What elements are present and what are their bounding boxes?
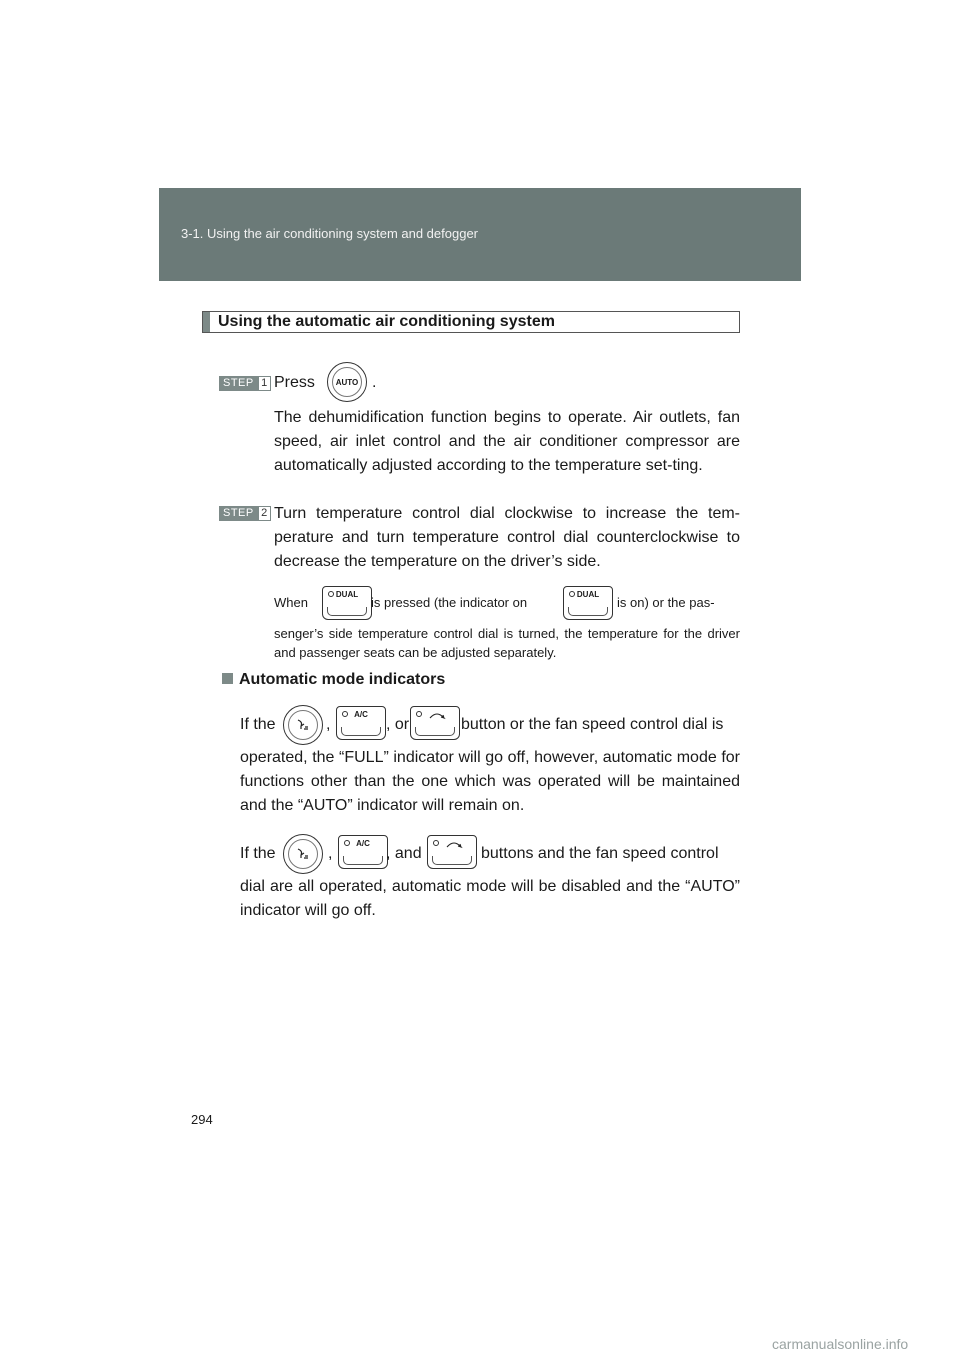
ac-button-icon xyxy=(338,835,388,869)
dual-button-icon xyxy=(322,586,372,620)
auto-p1-end: button or the fan speed control dial is xyxy=(461,716,724,733)
dual-note-end: is on) or the pas- xyxy=(617,595,715,610)
button-ridge xyxy=(568,607,608,616)
breadcrumb: 3-1. Using the air conditioning system and defogger xyxy=(181,226,479,241)
watermark: carmanualsonline.info xyxy=(772,1336,909,1352)
indicator-led-icon xyxy=(416,711,422,717)
dual-note-mid: is pressed (the indicator on xyxy=(371,595,528,610)
auto-p1-comma: , xyxy=(326,716,331,733)
step-number: 2 xyxy=(258,506,271,521)
dual-button-label: DUAL xyxy=(335,590,359,599)
section-title-bar xyxy=(202,311,740,333)
recirculation-button-icon xyxy=(410,706,460,740)
recirculation-button-icon xyxy=(427,835,477,869)
auto-p2-and: , and xyxy=(386,845,422,862)
step-label: STEP xyxy=(219,506,258,521)
airflow-button-face xyxy=(288,839,318,869)
auto-mode-heading xyxy=(222,671,445,689)
recirculation-icon xyxy=(428,710,446,720)
ac-button-icon xyxy=(336,706,386,740)
section-title: Using the automatic air conditioning system xyxy=(218,313,555,330)
button-ridge xyxy=(327,607,367,616)
auto-button-icon xyxy=(327,362,367,402)
airflow-icon xyxy=(295,718,311,732)
step-1-press: Press xyxy=(274,374,315,391)
step-2-badge xyxy=(219,506,271,521)
auto-p2-start: If the xyxy=(240,845,276,862)
ac-button-label: A/C xyxy=(354,710,368,719)
button-ridge xyxy=(432,856,472,865)
button-ridge xyxy=(415,727,455,736)
airflow-button-icon xyxy=(283,705,323,745)
auto-p1-start: If the xyxy=(240,716,276,733)
page-number: 294 xyxy=(191,1112,213,1127)
indicator-led-icon xyxy=(433,840,439,846)
dual-note-rest: senger’s side temperature control dial is turned, the temperature for the driver and passenger seats can be adjusted separately. xyxy=(274,626,740,660)
section-accent xyxy=(203,312,210,332)
recirculation-icon xyxy=(445,839,463,849)
auto-p2-end: buttons and the fan speed control xyxy=(481,845,719,862)
chapter-header xyxy=(159,188,801,281)
ac-button-label: A/C xyxy=(356,839,370,848)
step-1-period: . xyxy=(372,374,377,391)
button-ridge xyxy=(341,727,381,736)
auto-button-label: AUTO xyxy=(332,367,362,397)
auto-p2-comma: , xyxy=(328,845,333,862)
dual-button-icon xyxy=(563,586,613,620)
dual-note-when: When xyxy=(274,595,308,610)
button-ridge xyxy=(343,856,383,865)
auto-p1-rest: operated, the “FULL” indicator will go off, however, automatic mode for functions other than the one which was operated will be maintained and the “AUTO” indicator will remain on. xyxy=(240,749,740,814)
bullet-square-icon xyxy=(222,673,233,684)
auto-mode-heading-text: Automatic mode indicators xyxy=(239,671,446,688)
step-label: STEP xyxy=(219,376,258,391)
auto-p1-or: , or xyxy=(386,716,410,733)
step-1-description: The dehumidification function begins to operate. Air outlets, fan speed, air inlet control and the air conditioner compressor are automatically adjusted according to the temperature set-ting. xyxy=(274,409,740,474)
auto-p2-rest: dial are all operated, automatic mode will be disabled and the “AUTO” indicator will go off. xyxy=(240,878,740,919)
airflow-button-face xyxy=(288,710,318,740)
airflow-button-icon xyxy=(283,834,323,874)
step-2-text: Turn temperature control dial clockwise to increase the tem-perature and turn temperature control dial counterclockwise to decrease the temperature on the driver’s side. xyxy=(274,505,740,570)
step-number: 1 xyxy=(258,376,271,391)
airflow-icon xyxy=(295,847,311,861)
step-1-badge xyxy=(219,376,271,391)
dual-button-label: DUAL xyxy=(576,590,600,599)
